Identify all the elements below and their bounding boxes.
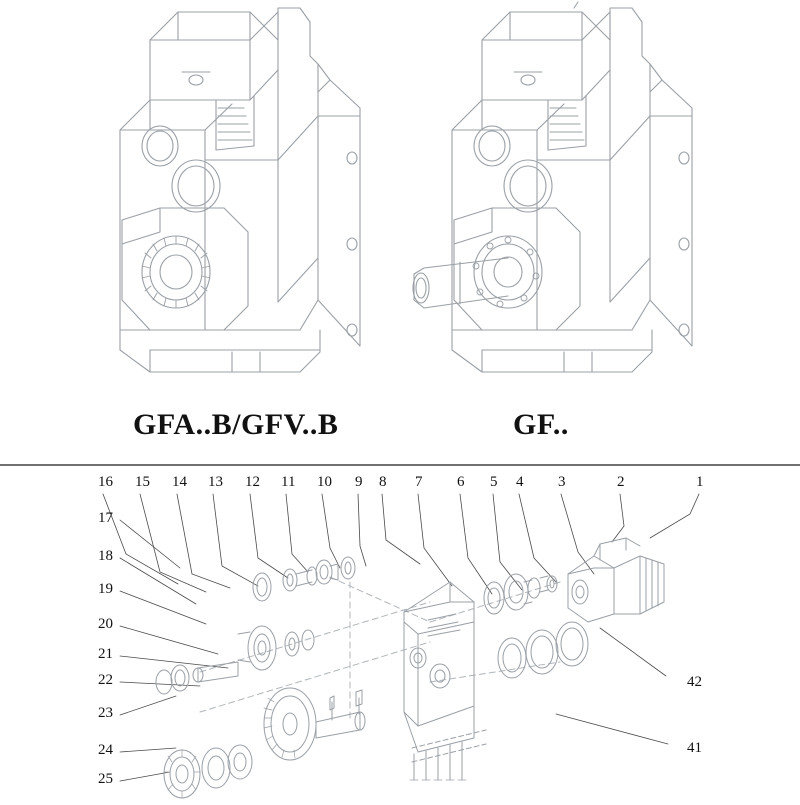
callout-22: 22 (98, 672, 113, 688)
callout-18: 18 (98, 548, 113, 564)
callout-11: 11 (281, 474, 296, 490)
callout-6: 6 (457, 474, 465, 490)
gearbox-left-drawing (120, 8, 360, 372)
exploded-view (0, 462, 800, 800)
callout-1: 1 (696, 474, 704, 490)
callout-16: 16 (98, 474, 113, 490)
callout-42: 42 (687, 674, 702, 690)
callout-13: 13 (208, 474, 223, 490)
callout-15: 15 (135, 474, 150, 490)
callout-25: 25 (98, 771, 113, 787)
callout-8: 8 (379, 474, 387, 490)
callout-14: 14 (172, 474, 187, 490)
callout-20: 20 (98, 616, 113, 632)
callout-2: 2 (617, 474, 625, 490)
callout-17: 17 (98, 510, 113, 526)
caption-right: GF.. (513, 408, 569, 441)
callout-24: 24 (98, 742, 113, 758)
callout-9: 9 (355, 474, 363, 490)
callout-3: 3 (558, 474, 566, 490)
callout-10: 10 (317, 474, 332, 490)
callout-19: 19 (98, 581, 113, 597)
callout-7: 7 (415, 474, 423, 490)
callout-5: 5 (490, 474, 498, 490)
caption-left: GFA..B/GFV..B (133, 408, 339, 441)
callout-21: 21 (98, 646, 113, 662)
callout-4: 4 (516, 474, 524, 490)
exploded-view-svg (0, 462, 800, 800)
figure-captions (0, 408, 800, 456)
callout-23: 23 (98, 705, 113, 721)
callout-12: 12 (245, 474, 260, 490)
callout-41: 41 (687, 740, 702, 756)
gearbox-right-drawing (413, 2, 692, 372)
